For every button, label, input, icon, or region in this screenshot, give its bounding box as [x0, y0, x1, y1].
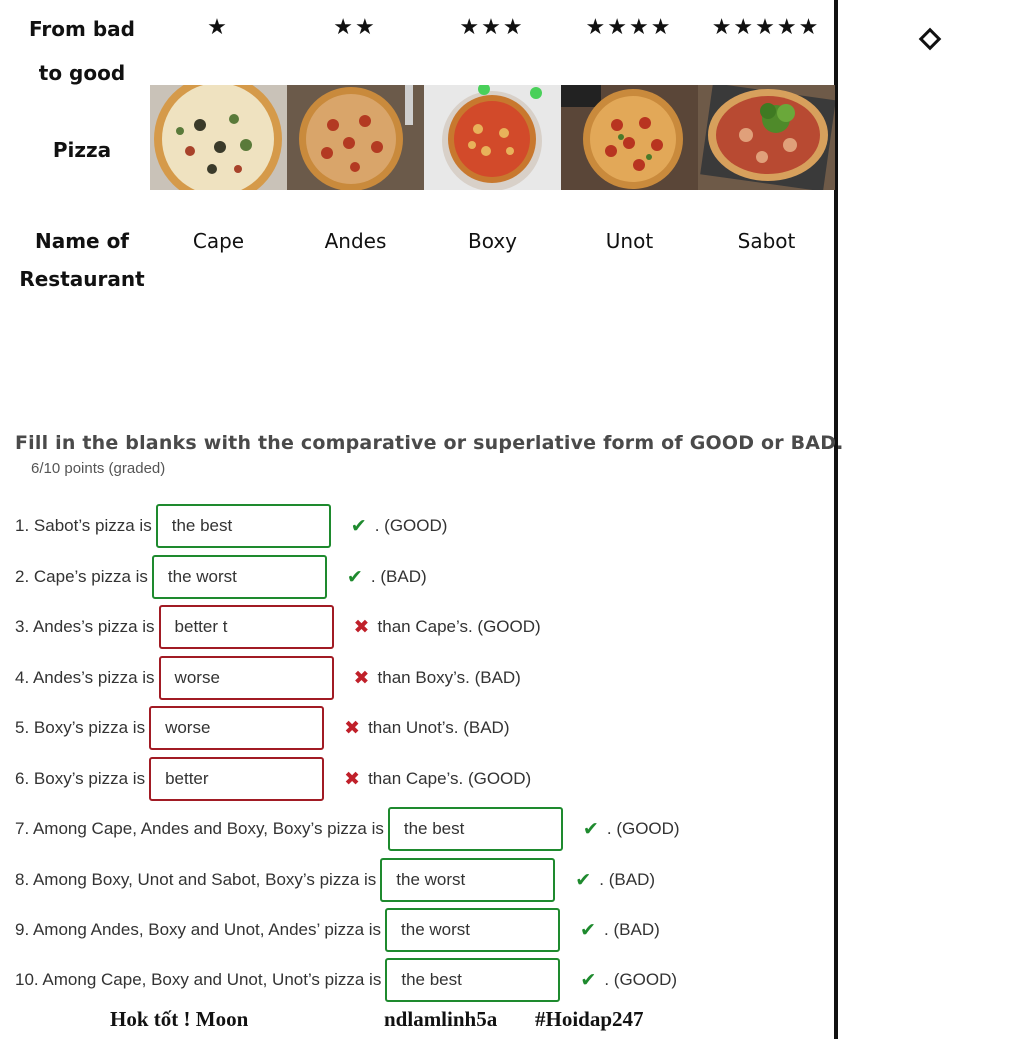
- pizza-images: [150, 85, 835, 190]
- rating-2-stars: ★★: [333, 14, 377, 39]
- question-row: [15, 856, 655, 904]
- restaurant-name-sabot: Sabot: [737, 229, 796, 253]
- question-prefix: 7. Among Cape, Andes and Boxy, Boxy’s pizza is: [15, 819, 384, 838]
- question-row: [15, 502, 447, 550]
- question-suffix: than Cape’s. (GOOD): [377, 617, 541, 636]
- question-suffix: than Unot’s. (BAD): [368, 718, 510, 737]
- question-prefix: 2. Cape’s pizza is: [15, 567, 148, 586]
- question-suffix: . (GOOD): [604, 970, 678, 989]
- question-row: [15, 906, 660, 954]
- check-icon: ✔: [580, 919, 596, 941]
- cross-icon: ✖: [353, 667, 370, 689]
- question-suffix: . (BAD): [599, 870, 656, 889]
- answer-input[interactable]: worse: [149, 706, 324, 750]
- question-suffix: . (BAD): [370, 567, 427, 586]
- question-prefix: 3. Andes’s pizza is: [15, 617, 155, 636]
- quiz-title: Fill in the blanks with the comparative or superlative form of GOOD or BAD.: [15, 432, 844, 454]
- answer-input[interactable]: the worst: [380, 858, 555, 902]
- rating-header-line1: From bad: [29, 17, 135, 41]
- question-row: [15, 805, 680, 853]
- check-icon: ✔: [350, 515, 367, 537]
- check-icon: ✔: [575, 869, 592, 891]
- pizza-image-boxy: [424, 85, 561, 190]
- restaurant-name-unot: Unot: [605, 229, 654, 253]
- answer-input[interactable]: the best: [156, 504, 331, 548]
- question-row: [15, 603, 541, 651]
- answer-input[interactable]: the best: [385, 958, 560, 1002]
- restaurant-name-cape: Cape: [192, 229, 245, 253]
- answer-input[interactable]: better: [149, 757, 324, 801]
- answer-input[interactable]: the worst: [152, 555, 327, 599]
- question-prefix: 10. Among Cape, Boxy and Unot, Unot’s pizza is: [15, 970, 382, 989]
- question-suffix: . (GOOD): [606, 819, 680, 838]
- answer-input[interactable]: better t: [159, 605, 334, 649]
- footer-left-text: Hok tốt ! Moon: [110, 1007, 249, 1031]
- rating-4-stars: ★★★★: [585, 14, 673, 39]
- footer-hashtag: #Hoidap247: [535, 1007, 644, 1031]
- restaurant-header-line1: Name of: [34, 229, 130, 253]
- pizza-image-andes: [287, 85, 424, 190]
- pizza-image-sabot: [698, 85, 835, 190]
- question-prefix: 4. Andes’s pizza is: [15, 668, 155, 687]
- question-row: [15, 704, 510, 752]
- cross-icon: ✖: [344, 717, 360, 739]
- check-icon: ✔: [580, 969, 597, 991]
- question-prefix: 6. Boxy’s pizza is: [15, 769, 146, 788]
- question-row: [15, 956, 677, 1004]
- question-suffix: than Cape’s. (GOOD): [368, 769, 532, 788]
- rating-1-star: ★: [207, 14, 229, 39]
- footer-username: ndlamlinh5a: [384, 1007, 498, 1031]
- answer-input[interactable]: the worst: [385, 908, 560, 952]
- answer-input[interactable]: worse: [159, 656, 334, 700]
- quiz-points: 6/10 points (graded): [31, 460, 166, 477]
- check-icon: ✔: [346, 566, 363, 588]
- question-row: [15, 755, 531, 803]
- question-suffix: . (GOOD): [374, 516, 448, 535]
- question-row: [15, 654, 521, 702]
- pizza-image-unot: [561, 85, 698, 190]
- cross-icon: ✖: [353, 616, 370, 638]
- question-prefix: 8. Among Boxy, Unot and Sabot, Boxy’s pizza is: [15, 870, 377, 889]
- restaurant-name-andes: Andes: [324, 229, 387, 253]
- question-prefix: 9. Among Andes, Boxy and Unot, Andes’ pizza is: [15, 920, 382, 939]
- question-row: [15, 553, 427, 601]
- cross-icon: ✖: [344, 768, 360, 790]
- pizza-image-cape: [150, 85, 287, 190]
- question-suffix: . (BAD): [604, 920, 660, 939]
- restaurant-name-boxy: Boxy: [467, 229, 517, 253]
- question-suffix: than Boxy’s. (BAD): [377, 668, 521, 687]
- question-prefix: 1. Sabot’s pizza is: [15, 516, 152, 535]
- diamond-icon: [919, 28, 942, 51]
- check-icon: ✔: [582, 818, 599, 840]
- pizza-header: Pizza: [52, 138, 112, 162]
- rating-3-stars: ★★★: [459, 14, 525, 39]
- answer-input[interactable]: the best: [388, 807, 563, 851]
- question-prefix: 5. Boxy’s pizza is: [15, 718, 146, 737]
- rating-header-line2: to good: [38, 61, 126, 85]
- restaurant-header-line2: Restaurant: [19, 267, 145, 291]
- rating-5-stars: ★★★★★: [711, 14, 821, 39]
